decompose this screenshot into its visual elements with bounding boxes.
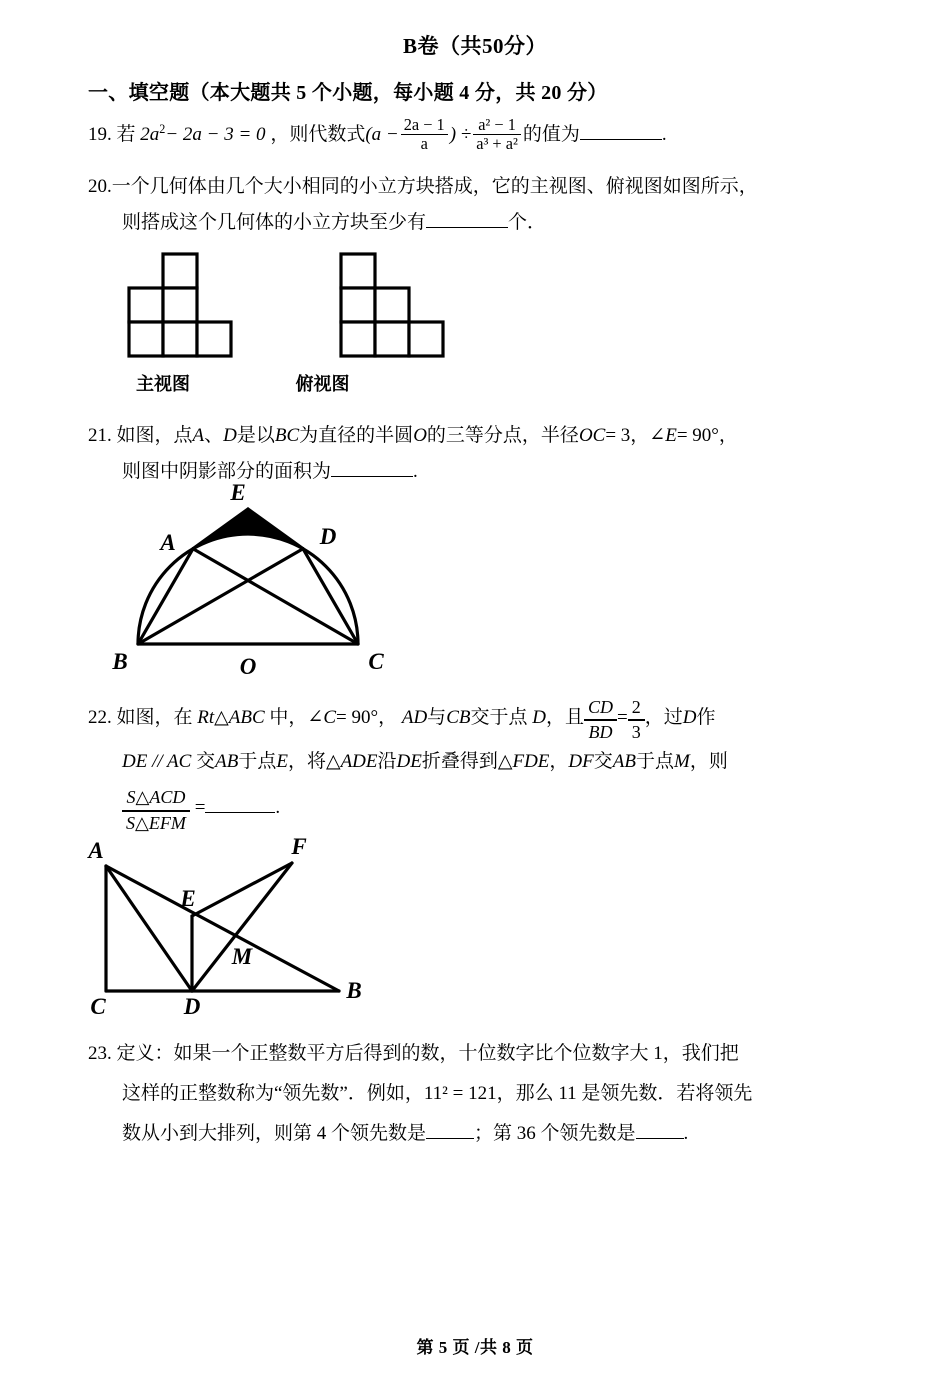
question-22-line-1	[88, 695, 870, 742]
q22-l2-tri1: △ADE	[325, 750, 378, 772]
q22-l2-f: 折叠得到	[421, 750, 498, 772]
q21-l1-E: E	[665, 424, 677, 446]
front-view-grid	[129, 254, 231, 356]
exam-page	[0, 30, 950, 1374]
question-21-line-1	[88, 418, 870, 454]
q21-l1-f: = 3，∠	[605, 424, 666, 446]
q22-l1-CB: CB	[446, 706, 471, 728]
q23-l3-c: .	[683, 1122, 689, 1144]
q22-ratio-eq: =	[194, 796, 206, 818]
q22-l2-a: DE // AC	[122, 750, 192, 772]
q22-l2-b: 交	[196, 750, 216, 772]
q19-frac1-num: 2a − 1	[401, 116, 448, 135]
label-D: D	[183, 993, 201, 1019]
question-22-line-3	[88, 782, 870, 834]
question-20-line-1	[88, 169, 870, 205]
question-23	[0, 1034, 950, 1154]
q23-answer-blank-1[interactable]	[426, 1138, 474, 1139]
question-22	[0, 695, 950, 834]
segment-AB	[106, 866, 339, 991]
q19-text-c: 的值为	[522, 124, 580, 146]
q22-ratio-den: S△EFM	[126, 812, 186, 833]
q22-frac2-num: 2	[628, 697, 645, 722]
segment-AD	[106, 866, 192, 991]
q22-l1-b: 中，∠	[269, 706, 324, 728]
q21-l1-BC: BC	[274, 424, 300, 446]
q23-l3-a: 数从小到大排列，则第 4 个领先数是	[122, 1122, 427, 1144]
q22-l1-AD: AD	[401, 706, 428, 728]
question-20-figures	[0, 249, 950, 364]
question-23-line-2	[88, 1074, 870, 1114]
question-21-figure	[0, 479, 950, 679]
q21-semicircle-svg	[88, 479, 408, 679]
q20-figure-captions	[0, 370, 950, 396]
q19-text-b: ，则代数式	[270, 124, 366, 146]
q22-frac-den: BD	[588, 722, 613, 743]
question-22-number: 22.	[88, 706, 112, 728]
top-view-caption: 俯视图	[295, 373, 350, 394]
q19-eq-lhs: 2a	[140, 124, 160, 146]
q22-l1-Dd: D	[682, 706, 697, 728]
q20-answer-blank[interactable]	[426, 227, 508, 228]
q19-fraction-2	[473, 116, 521, 154]
q19-frac1-den: a	[420, 134, 428, 154]
label-A: A	[160, 529, 176, 555]
q22-l2-E: E	[276, 750, 288, 772]
q21-l1-b: 、	[204, 424, 224, 446]
q21-answer-blank[interactable]	[331, 476, 413, 477]
question-23-line-1	[88, 1034, 870, 1074]
label-F: F	[291, 833, 307, 859]
question-19-line	[88, 117, 870, 155]
q22-ratio-CD-BD	[584, 697, 617, 744]
q21-l1-d: 为直径的半圆	[299, 424, 414, 446]
question-20-line-2	[88, 205, 870, 241]
label-C: C	[368, 648, 384, 674]
q22-l1-c: = 90°，	[336, 706, 398, 728]
q22-l2-M: M	[674, 750, 690, 772]
label-A: A	[88, 837, 104, 863]
q22-l1-h: 作	[696, 706, 716, 728]
q20-line2-text-b: 个．	[508, 211, 547, 233]
q19-expr-open: (a −	[365, 124, 399, 146]
question-21	[0, 418, 950, 490]
q19-eq-pow: 2	[159, 121, 166, 136]
section-heading: 一、填空题（本大题共 5 个小题，每小题 4 分，共 20 分）	[88, 82, 608, 104]
q22-l2-AB2: AB	[612, 750, 636, 772]
q21-l2-b: .	[413, 460, 418, 482]
q23-l2-eq: 11² = 121	[423, 1082, 497, 1104]
q22-l1-C: C	[323, 706, 337, 728]
q22-ratio-num: S△ACD	[122, 787, 190, 812]
q21-l1-c: 是以	[236, 424, 275, 446]
q22-l1-D: D	[532, 706, 546, 728]
q23-answer-blank-2[interactable]	[636, 1138, 684, 1139]
label-E: E	[230, 479, 246, 505]
q21-l1-OC: OC	[578, 424, 606, 446]
q22-l1-a: 如图，在	[116, 706, 193, 728]
segment-EF	[192, 863, 292, 916]
q23-l2-b: ，那么 11 是领先数．若将领先	[496, 1082, 753, 1104]
q22-l2-DF: DF	[568, 750, 594, 772]
question-19-number: 19.	[88, 124, 112, 146]
page-title: B卷（共50分）	[402, 34, 547, 58]
q22-l1-tri: △ABC	[214, 706, 265, 728]
segment-DF	[192, 863, 292, 991]
q22-l2-i: 于点	[635, 750, 674, 772]
question-21-line-2	[88, 454, 870, 490]
label-M: M	[231, 943, 253, 969]
q19-eq-rhs: − 2a − 3 = 0	[165, 124, 266, 146]
q22-frac-num: CD	[584, 697, 617, 722]
label-O: O	[239, 653, 257, 679]
q22-l1-g: ，过	[644, 706, 683, 728]
q22-l2-c: 于点	[238, 750, 277, 772]
question-21-number: 21.	[88, 424, 112, 446]
q21-l1-O: O	[413, 424, 427, 446]
q22-frac-eq: =	[617, 706, 628, 728]
q22-frac2-den: 3	[631, 722, 641, 743]
label-B: B	[346, 977, 362, 1003]
label-C: C	[90, 993, 106, 1019]
label-E: E	[180, 885, 196, 911]
q23-line1-text: 定义：如果一个正整数平方后得到的数，十位数字比个位数字大 1，我们把	[116, 1042, 739, 1064]
q23-l3-b: ；第 36 个领先数是	[474, 1122, 636, 1144]
q20-line1-text: 一个几何体由几个大小相同的小立方块搭成，它的主视图、俯视图如图所示，	[111, 175, 758, 197]
question-19	[0, 117, 950, 155]
q22-l2-j: ，则	[689, 750, 728, 772]
question-20	[0, 169, 950, 241]
q22-l2-e: 沿	[377, 750, 397, 772]
q22-l2-h: 交	[593, 750, 613, 772]
label-B: B	[112, 648, 128, 674]
q22-ratio-2-3	[628, 697, 645, 744]
front-view-caption: 主视图	[136, 373, 190, 394]
q20-views-svg	[88, 249, 488, 364]
q22-l1-d: 与	[427, 706, 447, 728]
q22-l2-d: ，将	[287, 750, 326, 772]
label-D: D	[319, 523, 337, 549]
q19-frac2-num: a² − 1	[473, 116, 521, 135]
q21-l1-e: 的三等分点，半径	[426, 424, 579, 446]
question-23-number: 23.	[88, 1042, 112, 1064]
q22-l1-e: 交于点	[470, 706, 528, 728]
top-view-grid	[341, 254, 443, 356]
q21-l1-g: = 90°，	[676, 424, 738, 446]
question-20-number: 20.	[88, 175, 112, 197]
q21-l1-D: D	[223, 424, 237, 446]
q22-l1-rt: Rt	[197, 706, 215, 728]
q19-text-end: .	[661, 124, 667, 146]
q23-l2-a: 这样的正整数称为“领先数”．例如，	[122, 1082, 424, 1104]
shaded-region	[193, 509, 303, 549]
question-22-figure	[0, 833, 950, 1019]
q19-answer-blank[interactable]	[580, 139, 662, 140]
q22-l1-f: ，且	[545, 706, 584, 728]
q20-line2-text-a: 则搭成这个几何体的小立方块至少有	[122, 211, 427, 233]
q22-geometry-svg	[84, 833, 384, 1019]
q19-expr-close: ) ÷	[449, 124, 472, 146]
question-23-line-3	[88, 1114, 870, 1154]
q22-answer-blank[interactable]	[205, 812, 275, 813]
q21-l2-a: 则图中阴影部分的面积为	[122, 460, 332, 482]
q22-l2-tri2: △FDE	[497, 750, 550, 772]
page-footer: 第 5 页 /共 8 页	[416, 1338, 534, 1357]
q19-fraction-1	[401, 116, 448, 154]
q22-ratio-end: .	[275, 796, 281, 818]
q19-frac2-den: a³ + a²	[476, 134, 518, 154]
q21-l1-a: 如图，点	[116, 424, 193, 446]
q22-l2-DE: DE	[396, 750, 422, 772]
q22-l2-AB: AB	[215, 750, 239, 772]
q21-l1-A: A	[192, 424, 205, 446]
q22-area-ratio	[122, 787, 190, 834]
q22-l2-g: ，	[549, 750, 569, 772]
question-22-line-2	[88, 742, 870, 782]
q19-text-a: 若	[116, 124, 136, 146]
